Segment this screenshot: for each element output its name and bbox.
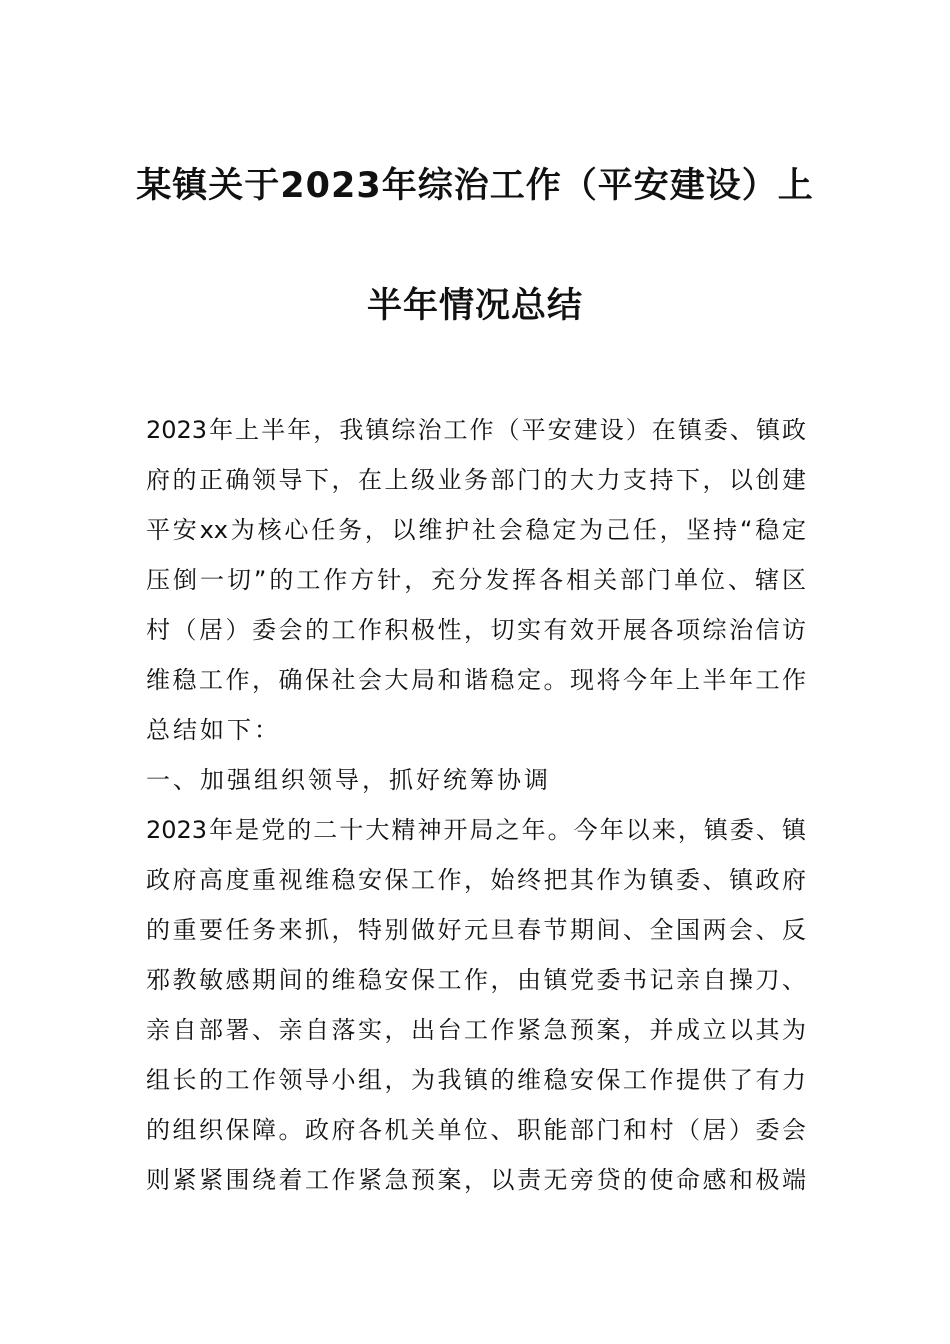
- section-heading: 一、加强组织领导，抓好统筹协调: [146, 766, 551, 794]
- body-line: 总结如下：: [146, 716, 281, 744]
- document-body: [146, 412, 806, 1212]
- body-line: 平安xx为核心任务，以维护社会稳定为己任，坚持“稳定: [146, 516, 806, 544]
- body-line: 府的正确领导下，在上级业务部门的大力支持下，以创建: [146, 466, 806, 494]
- body-line: 则紧紧围绕着工作紧急预案，以责无旁贷的使命感和极端: [146, 1166, 806, 1194]
- document-title-line-2: 半年情况总结: [366, 286, 583, 326]
- body-line: 村（居）委会的工作积极性，切实有效开展各项综治信访: [146, 616, 806, 644]
- body-line: 压倒一切”的工作方针，充分发挥各相关部门单位、辖区: [146, 566, 806, 594]
- body-line: 的组织保障。政府各机关单位、职能部门和村（居）委会: [146, 1116, 806, 1144]
- body-line: 2023年是党的二十大精神开局之年。今年以来，镇委、镇: [146, 816, 806, 844]
- body-line: 亲自部署、亲自落实，出台工作紧急预案，并成立以其为: [146, 1016, 806, 1044]
- body-line: 组长的工作领导小组，为我镇的维稳安保工作提供了有力: [146, 1066, 806, 1094]
- body-line: 维稳工作，确保社会大局和谐稳定。现将今年上半年工作: [146, 666, 806, 694]
- body-line: 政府高度重视维稳安保工作，始终把其作为镇委、镇政府: [146, 866, 806, 894]
- body-line: 的重要任务来抓，特别做好元旦春节期间、全国两会、反: [146, 916, 806, 944]
- body-line: 2023年上半年，我镇综治工作（平安建设）在镇委、镇政: [146, 416, 806, 444]
- body-line: 邪教敏感期间的维稳安保工作，由镇党委书记亲自操刀、: [146, 966, 806, 994]
- document-title-line-1: 某镇关于2023年综治工作（平安建设）上: [136, 166, 814, 206]
